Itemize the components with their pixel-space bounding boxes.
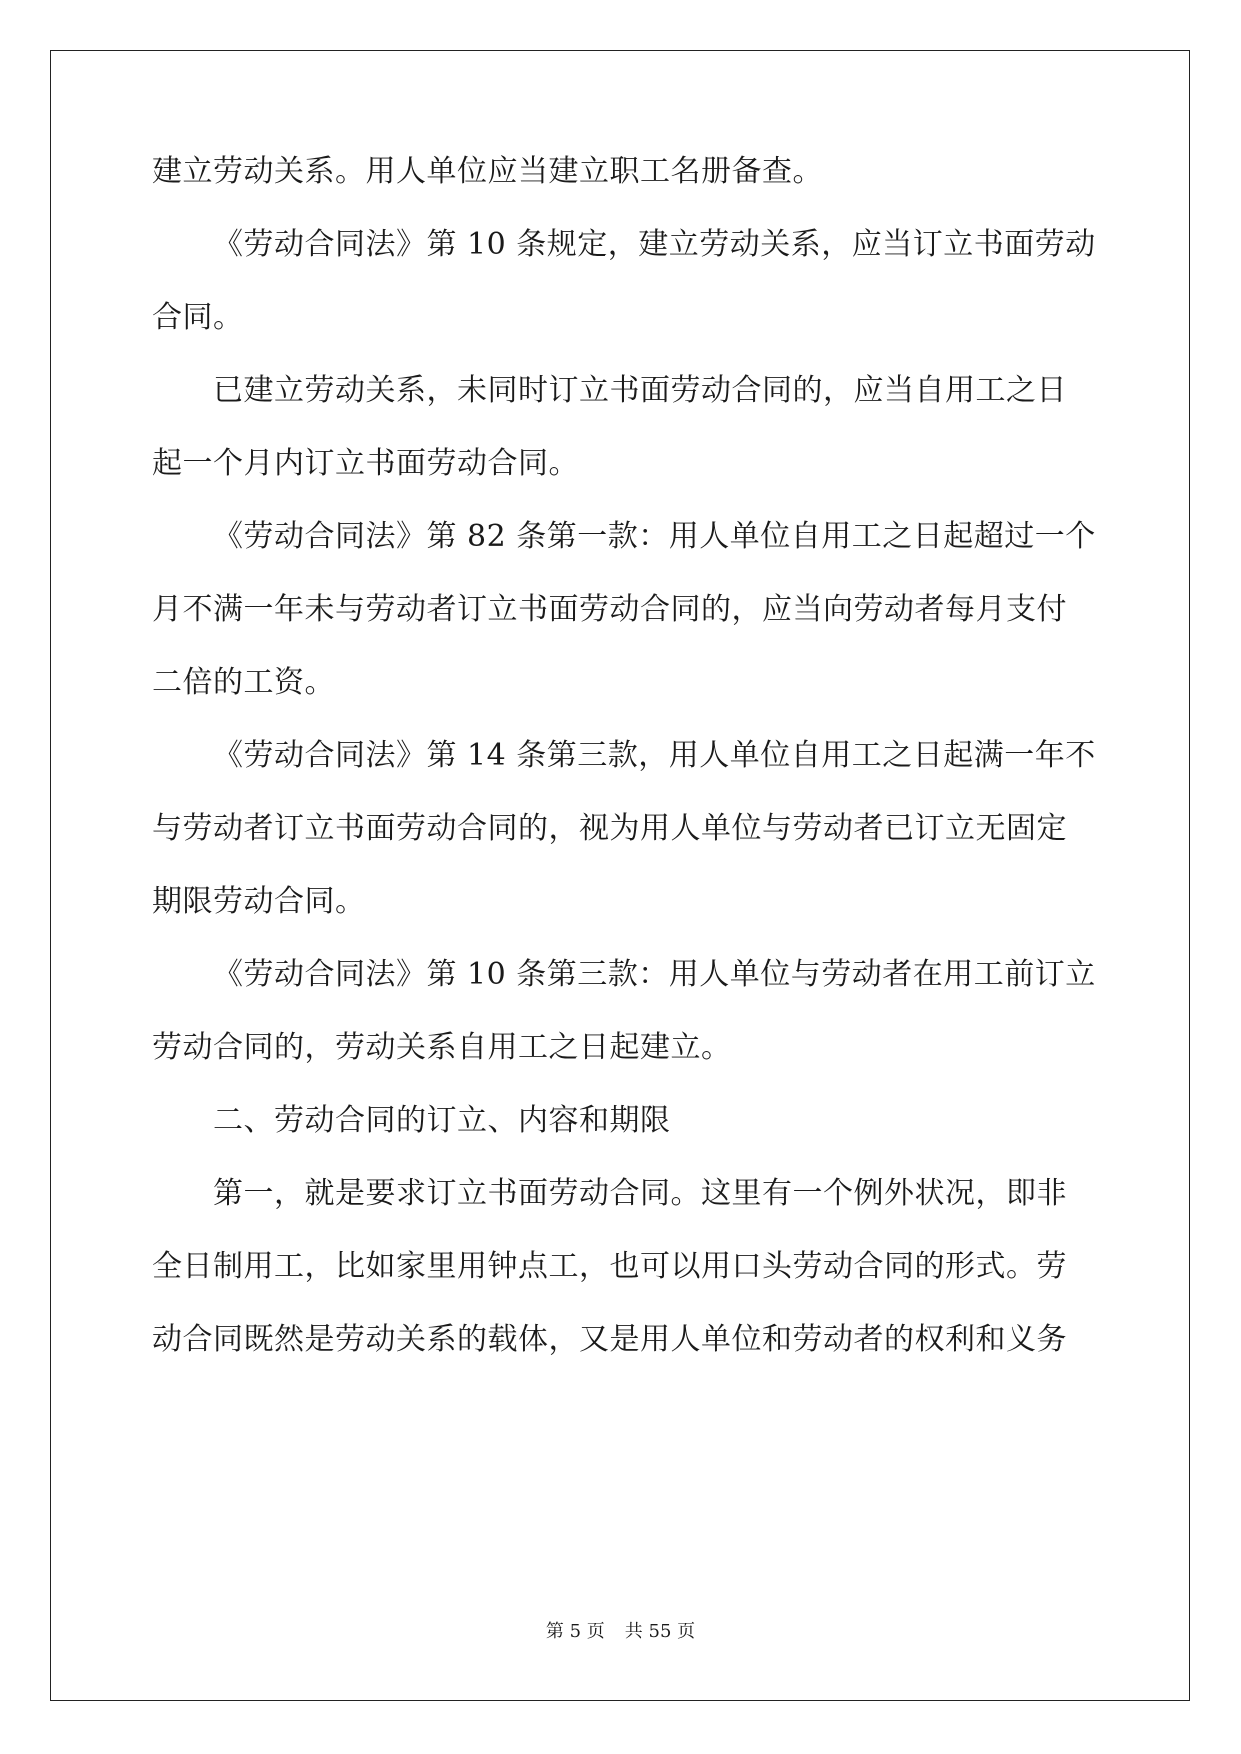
section-heading: 二、劳动合同的订立、内容和期限: [213, 1103, 671, 1138]
text-line: 已建立劳动关系，未同时订立书面劳动合同的，应当自用工之日: [213, 373, 1067, 408]
text-line: 建立劳动关系。用人单位应当建立职工名册备查。: [152, 154, 823, 189]
text-line: 劳动合同的，劳动关系自用工之日起建立。: [152, 1030, 732, 1065]
text-line: 《劳动合同法》第 10 条第三款：用人单位与劳动者在用工前订立: [213, 957, 1096, 992]
text-line: 动合同既然是劳动关系的载体，又是用人单位和劳动者的权利和义务: [152, 1322, 1067, 1357]
text-line: 《劳动合同法》第 14 条第三款，用人单位自用工之日起满一年不: [213, 738, 1096, 773]
text-line: 《劳动合同法》第 10 条规定，建立劳动关系，应当订立书面劳动: [213, 227, 1096, 262]
text-line: 期限劳动合同。: [152, 884, 366, 919]
text-line: 起一个月内订立书面劳动合同。: [152, 446, 579, 481]
text-line: 月不满一年未与劳动者订立书面劳动合同的，应当向劳动者每月支付: [152, 592, 1067, 627]
text-line: 全日制用工，比如家里用钟点工，也可以用口头劳动合同的形式。劳: [152, 1249, 1067, 1284]
text-line: 第一，就是要求订立书面劳动合同。这里有一个例外状况，即非: [213, 1176, 1067, 1211]
page-total: 共 55 页: [624, 1621, 696, 1642]
text-line: 二倍的工资。: [152, 665, 335, 700]
text-line: 合同。: [152, 300, 244, 335]
text-line: 与劳动者订立书面劳动合同的，视为用人单位与劳动者已订立无固定: [152, 811, 1067, 846]
page-number: 第 5 页: [545, 1621, 605, 1642]
text-line: 《劳动合同法》第 82 条第一款：用人单位自用工之日起超过一个: [213, 519, 1096, 554]
page-footer: [0, 1620, 1241, 1644]
